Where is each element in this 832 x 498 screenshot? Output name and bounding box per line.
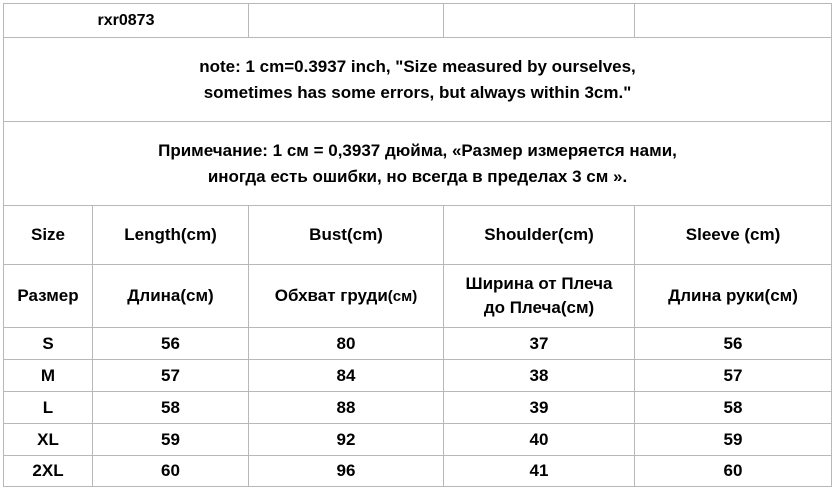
cell-length: 56	[93, 328, 249, 360]
header-ru-shoulder-line-2: до Плеча(см)	[483, 298, 595, 317]
cell-bust: 96	[249, 456, 444, 487]
header-shoulder: Shoulder(cm)	[444, 206, 635, 265]
cell-length: 59	[93, 424, 249, 456]
cell-size: XL	[4, 424, 93, 456]
header-ru-length: Длина(см)	[93, 265, 249, 328]
table-row	[4, 360, 832, 392]
header-sleeve: Sleeve (cm)	[635, 206, 832, 265]
header-ru-shoulder-line-1: Ширина от Плеча	[465, 274, 613, 293]
note-ru-line-2: иногда есть ошибки, но всегда в пределах 3 см ».	[207, 166, 628, 186]
table-row	[4, 328, 832, 360]
product-code: rxr0873	[4, 4, 249, 38]
cell-shoulder: 41	[444, 456, 635, 487]
empty-cell	[249, 4, 444, 38]
cell-sleeve: 58	[635, 392, 832, 424]
header-ru-sleeve-label: Длина руки	[668, 286, 765, 305]
note-ru	[4, 122, 832, 206]
cell-shoulder: 39	[444, 392, 635, 424]
note-en-row	[4, 38, 832, 122]
cell-bust: 92	[249, 424, 444, 456]
product-code-row	[4, 4, 832, 38]
note-en-line-2: sometimes has some errors, but always within 3cm."	[203, 82, 632, 102]
note-en-line-1: note: 1 cm=0.3937 inch, "Size measured by ourselves,	[199, 56, 636, 76]
header-ru-bust-label: Обхват груди	[274, 285, 388, 305]
empty-cell	[635, 4, 832, 38]
cell-sleeve: 57	[635, 360, 832, 392]
cell-shoulder: 40	[444, 424, 635, 456]
header-ru-size: Размер	[4, 265, 93, 328]
cell-size: L	[4, 392, 93, 424]
cell-length: 58	[93, 392, 249, 424]
note-ru-line-1: Примечание: 1 см = 0,3937 дюйма, «Размер измеряется нами,	[158, 140, 677, 160]
cell-size: S	[4, 328, 93, 360]
table-row	[4, 424, 832, 456]
header-row-ru	[4, 265, 832, 328]
header-row-en	[4, 206, 832, 265]
header-ru-sleeve	[635, 265, 832, 328]
size-chart-table	[3, 3, 832, 487]
cell-bust: 80	[249, 328, 444, 360]
cell-bust: 84	[249, 360, 444, 392]
cell-sleeve: 59	[635, 424, 832, 456]
header-ru-bust	[249, 265, 444, 328]
empty-cell	[444, 4, 635, 38]
cell-size: M	[4, 360, 93, 392]
table-row	[4, 392, 832, 424]
cell-bust: 88	[249, 392, 444, 424]
cell-length: 60	[93, 456, 249, 487]
cell-sleeve: 60	[635, 456, 832, 487]
header-size: Size	[4, 206, 93, 265]
header-bust: Bust(cm)	[249, 206, 444, 265]
header-ru-sleeve-unit: (см)	[764, 286, 798, 305]
note-en	[4, 38, 832, 122]
cell-length: 57	[93, 360, 249, 392]
note-ru-row	[4, 122, 832, 206]
header-ru-bust-unit: (см)	[387, 287, 418, 305]
cell-shoulder: 37	[444, 328, 635, 360]
cell-sleeve: 56	[635, 328, 832, 360]
cell-size: 2XL	[4, 456, 93, 487]
header-ru-shoulder	[444, 265, 635, 328]
header-length: Length(cm)	[93, 206, 249, 265]
cell-shoulder: 38	[444, 360, 635, 392]
table-row	[4, 456, 832, 487]
